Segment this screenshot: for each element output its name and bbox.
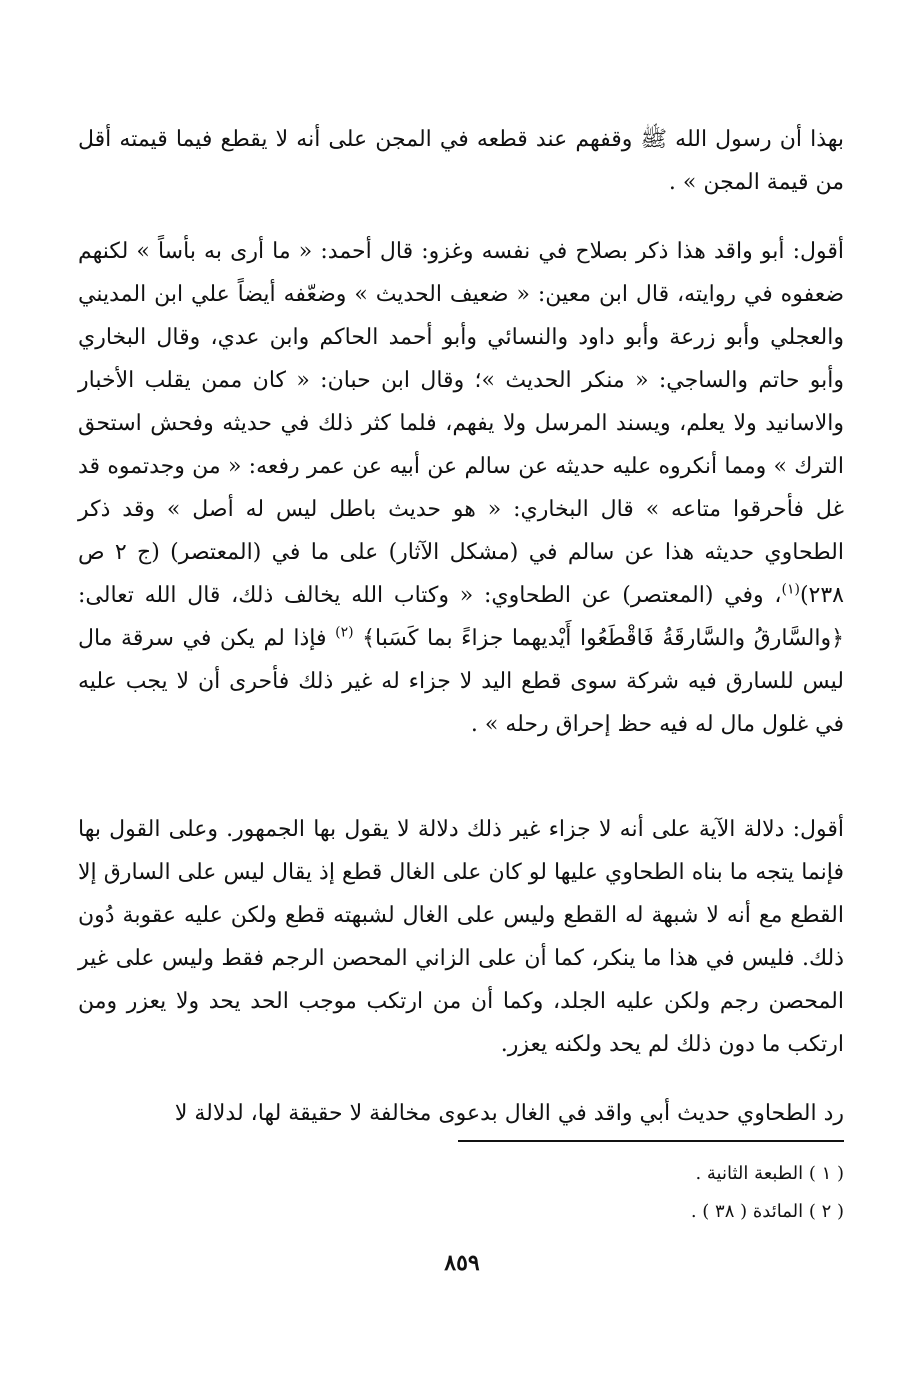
footnotes (344, 1155, 844, 1231)
paragraph-verse-indication (78, 808, 844, 1066)
paragraph-continuation (78, 118, 844, 204)
footnote-divider (458, 1140, 844, 1142)
footnote-ref-1: (١) (781, 581, 800, 598)
paragraph-text-part: أقول: أبو واقد هذا ذكر بصلاح في نفسه وغزو: قال أحمد: « ما أرى به بأساً » لكنهم ضعفوه في روايته، قال ابن معين: « ضعيف الحديث » وضعّفه أيضاً علي ابن المديني والعجلي وأبو زرعة وأبو داود والنسائي وأبو أحمد الحاكم وابن عدي، وقال البخاري وأبو حاتم والساجي: « منكر الحديث »؛ وقال ابن حبان: « كان ممن يقلب الأخبار والاسانيد ولا يعلم، ويسند المرسل ولا يفهم، فلما كثر ذلك في حديثه وفحش استحق الترك » ومما أنكروه عليه حديثه عن سالم عن أبيه عن عمر رفعه: « من وجدتموه قد غل فأحرقوا متاعه » قال البخاري: « هو حديث باطل ليس له أصل » وقد ذكر الطحاوي حديثه هذا عن سالم في (مشكل الآثار) على ما في (المعتصر) (ج ٢ ص ٢٣٨) (78, 239, 845, 608)
paragraph-abu-waqid (78, 230, 844, 746)
footnote-1: ( ١ ) الطبعة الثانية . (695, 1163, 844, 1184)
paragraph-text (78, 230, 844, 746)
paragraph-text: رد الطحاوي حديث أبي واقد في الغال بدعوى مخالفة لا حقيقة لها، لدلالة لا (174, 1101, 844, 1126)
paragraph-text-part: ، وفي (المعتصر) عن الطحاوي: « وكتاب الله يخالف ذلك، قال الله تعالى: (78, 583, 782, 608)
page-number: ٨٥٩ (444, 1250, 480, 1276)
paragraph-text-part: فإذا لم يكن في سرقة مال ليس للسارق فيه شركة سوى قطع اليد لا جزاء له غير ذلك فأحرى أن لا يجب عليه في غلول مال له فيه حظ إحراق رحله » . (78, 626, 844, 737)
quran-verse: ﴿والسَّارقُ والسَّارقَةُ فَاقْطَعُوا أَيْديهما جزاءً بما كَسَبا﴾ (362, 626, 845, 651)
paragraph-text: بهذا أن رسول الله ﷺ وقفهم عند قطعه في المجن على أنه لا يقطع فيما قيمته أقل من قيمة المجن » . (78, 127, 844, 195)
footnote-ref-2: (٢) (335, 624, 354, 641)
footnote-2: ( ٢ ) المائدة ( ٣٨ ) . (690, 1201, 844, 1222)
paragraph-tahawi-rebuttal (78, 1092, 844, 1135)
paragraph-text: أقول: دلالة الآية على أنه لا جزاء غير ذلك دلالة لا يقول بها الجمهور. وعلى القول بها فإنما يتجه ما بناه الطحاوي عليها لو كان على الغال قطع إذ يقال ليس على السارق إلا القطع مع أنه لا شبهة له القطع وليس على الغال لشبهته قطع ولكن عليه عقوبة دُون ذلك. فليس في هذا ما ينكر، كما أن على الزاني المحصن الرجم فقط وليس على غير المحصن رجم ولكن عليه الجلد، وكما أن من ارتكب موجب الحد يحد ولا يعزر ومن ارتكب ما دون ذلك لم يحد ولكنه يعزر. (78, 817, 844, 1057)
